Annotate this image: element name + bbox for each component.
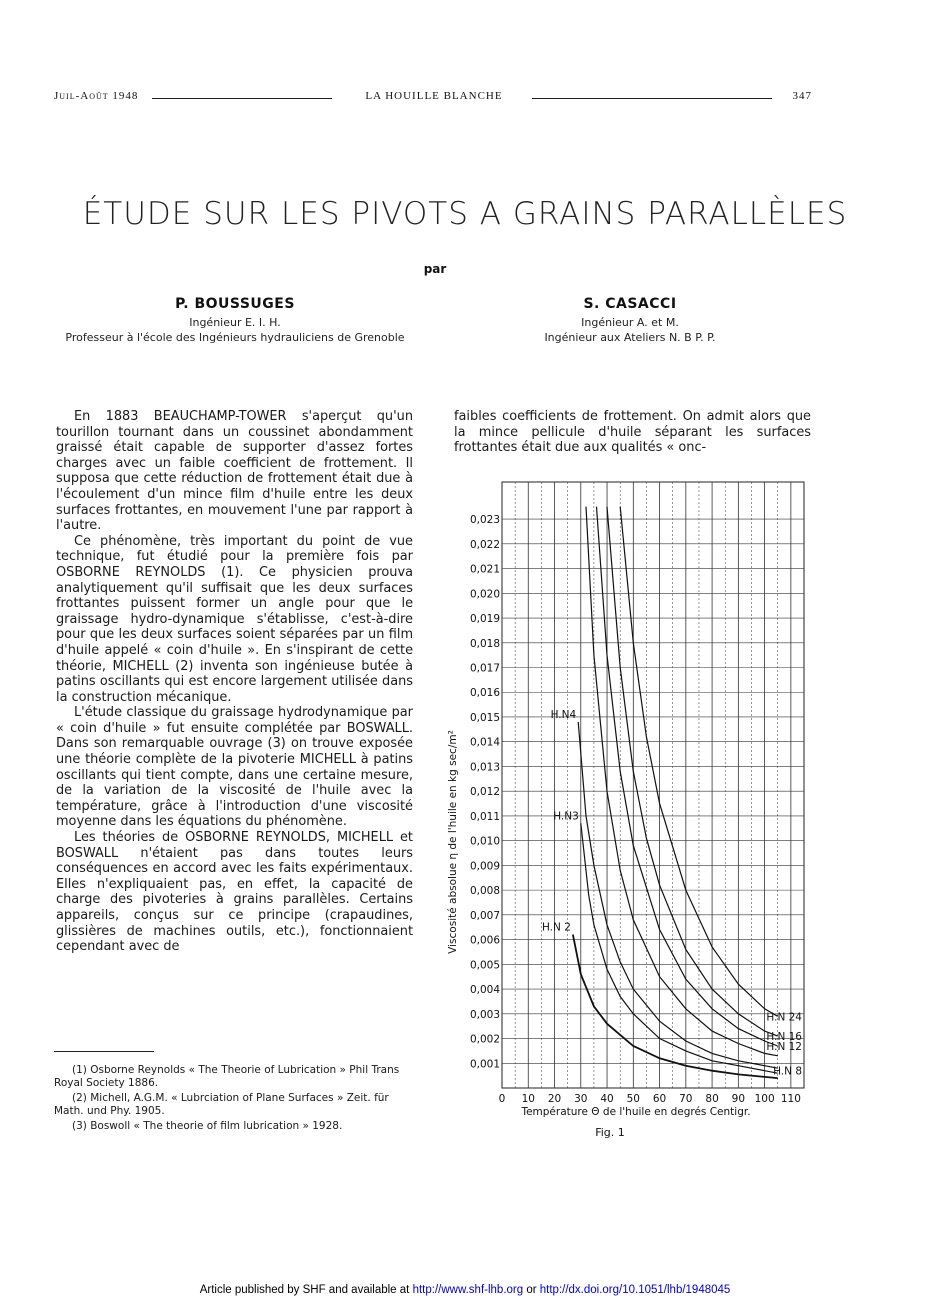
y-tick-label: 0,018 — [469, 637, 500, 650]
y-axis-label: Viscosité absolue η de l'huile en kg sec/m² — [447, 730, 459, 954]
y-tick-label: 0,001 — [469, 1058, 500, 1071]
x-tick-labels — [499, 1093, 801, 1105]
y-tick-label: 0,022 — [469, 538, 500, 551]
viscosity-chart — [440, 470, 820, 1150]
figure-caption: Fig. 1 — [595, 1126, 625, 1139]
y-tick-label: 0,008 — [469, 885, 500, 898]
x-tick-label: 90 — [731, 1093, 746, 1105]
y-tick-label: 0,013 — [469, 761, 500, 774]
author-2-affiliation: Ingénieur aux Ateliers N. B P. P. — [544, 331, 716, 344]
x-tick-label: 60 — [652, 1093, 667, 1105]
y-tick-label: 0,019 — [469, 613, 500, 626]
author-2-name: S. CASACCI — [583, 296, 677, 312]
y-tick-label: 0,015 — [469, 711, 500, 724]
author-1-title: Ingénieur E. I. H. — [189, 316, 281, 329]
y-tick-label: 0,002 — [469, 1033, 500, 1046]
x-tick-label: 70 — [679, 1093, 693, 1105]
x-tick-label: 110 — [780, 1093, 801, 1105]
series-line — [586, 507, 778, 1056]
x-tick-label: 80 — [705, 1093, 719, 1105]
paragraph: Ce phénomène, très important du point de vue technique, fut étudié pour la première fois par OSBORNE REYNOLDS (1). Ce physicien prouva analytiquement qu'il suffisait que les deux surfaces frottantes puissent former un angle pour que le graissage hydro-dynamique s'établisse, c'est-à-dire pour que les deux surfaces soient séparées par un film d'huile appelé « coin d'huile ». En s'inspirant de cette théorie, MICHELL (2) inventa son ingénieuse butée à patins oscillants qui est encore largement utilisée dans la construction mécanique. — [56, 533, 413, 705]
x-tick-label: 50 — [626, 1093, 640, 1105]
paragraph: Les théories de OSBORNE REYNOLDS, MICHELL et BOSWALL n'étaient pas dans toutes leurs conséquences en accord avec les faits expérimentaux. Elles n'expliquaient pas, en effet, la capacité de charge des pivoteries à grains parallèles. Certains appareils, conçus sur ce principe (crapaudines, glissières de machines outils, etc.), fonctionnaient cependant avec de — [56, 830, 413, 955]
journal-name: LA HOUILLE BLANCHE — [365, 90, 503, 102]
series-line — [607, 507, 778, 1036]
chart-grid — [502, 482, 804, 1088]
series-line — [597, 507, 778, 1046]
running-header — [54, 90, 812, 108]
y-tick-label: 0,016 — [469, 687, 500, 700]
header-rule-right — [532, 98, 772, 99]
y-tick-label: 0,021 — [469, 563, 500, 576]
x-tick-label: 30 — [574, 1093, 588, 1105]
x-tick-label: 100 — [754, 1093, 775, 1105]
y-tick-label: 0,006 — [469, 934, 500, 947]
author-1-name: P. BOUSSUGES — [175, 296, 295, 312]
author-1-affiliation: Professeur à l'école des Ingénieurs hydrauliciens de Grenoble — [65, 331, 405, 344]
chart-series — [573, 507, 778, 1078]
x-tick-label: 20 — [547, 1093, 562, 1105]
series-label: H.N 16 — [766, 1031, 802, 1044]
y-tick-label: 0,009 — [469, 860, 500, 873]
author-1 — [40, 296, 430, 345]
series-label: H.N 12 — [766, 1040, 802, 1053]
author-2-title: Ingénieur A. et M. — [581, 316, 679, 329]
footnotes — [54, 1064, 414, 1133]
by-line: par — [423, 262, 447, 276]
header-rule-left — [152, 98, 332, 99]
shf-link[interactable]: http://www.shf-lhb.org — [412, 1284, 524, 1296]
series-label: H.N 24 — [766, 1011, 802, 1024]
y-tick-label: 0,004 — [469, 984, 500, 997]
page-number: 347 — [792, 90, 812, 102]
y-tick-labels — [470, 514, 500, 1070]
series-label: H.N 8 — [773, 1065, 802, 1078]
footnote-3: (3) Boswoll « The theorie of film lubrication » 1928. — [72, 1120, 343, 1132]
y-tick-label: 0,020 — [469, 588, 500, 601]
paragraph: L'étude classique du graissage hydrodynamique par « coin d'huile » fut ensuite complétée par BOSWALL. Dans son remarquable ouvrage (3) on trouve exposée une théorie complète de la pivoterie MICHELL à patins oscillants qui tient compte, dans une certaine mesure, de la variation de la viscosité de l'huile avec la température, grâce à l'introduction d'une viscosité moyenne dans les équations du phénomène. — [56, 705, 413, 830]
doi-link[interactable]: http://dx.doi.org/10.1051/lhb/1948045 — [539, 1284, 731, 1296]
x-tick-label: 0 — [498, 1093, 506, 1105]
series-label: H.N4 — [550, 708, 577, 721]
y-tick-label: 0,012 — [469, 786, 500, 799]
y-tick-label: 0,003 — [469, 1008, 500, 1021]
y-tick-label: 0,017 — [469, 662, 500, 675]
article-title: ÉTUDE SUR LES PIVOTS A GRAINS PARALLÈLES — [82, 196, 848, 232]
plot-frame — [502, 482, 804, 1088]
x-axis-label: Température Θ de l'huile en degrés Centigr. — [521, 1106, 751, 1118]
series-label: H.N3 — [553, 810, 579, 823]
y-tick-label: 0,005 — [469, 959, 500, 972]
y-tick-label: 0,023 — [469, 514, 500, 527]
footnote-rule — [54, 1051, 154, 1052]
header-date: Juil-Août 1948 — [54, 90, 139, 102]
publisher-footer: Article published by SHF and available at http://www.shf-lhb.org or http://dx.doi.org/10.1051/lhb/1948045 — [199, 1284, 731, 1296]
body-right-column — [454, 409, 811, 456]
y-tick-label: 0,010 — [469, 835, 500, 848]
y-tick-label: 0,014 — [469, 736, 500, 749]
paragraph: faibles coefficients de frottement. On admit alors que la mince pellicule d'huile séparant les surfaces frottantes était due aux qualités « onc- — [454, 409, 811, 456]
author-2 — [470, 296, 790, 345]
x-tick-label: 40 — [600, 1093, 614, 1105]
x-tick-label: 10 — [521, 1093, 535, 1105]
y-tick-label: 0,007 — [469, 909, 500, 922]
series-label: H.N 2 — [541, 921, 571, 934]
paragraph: En 1883 BEAUCHAMP-TOWER s'aperçut qu'un tourillon tournant dans un coussinet abondamment graissé était capable de supporter d'assez fortes charges avec un faible coefficient de frottement. Il supposa que cette réduction de frottement était due à l'écoulement d'un mince film d'huile entre les deux surfaces frottantes, en mouvement l'une par rapport à l'autre. — [56, 409, 413, 534]
footnote-1: (1) Osborne Reynolds « The Theorie of Lubrication » Phil Trans Royal Society 1886. — [54, 1064, 400, 1089]
series-line — [578, 722, 778, 1068]
body-left-column — [56, 409, 413, 955]
y-tick-label: 0,011 — [469, 810, 500, 823]
footnote-2: (2) Michell, A.G.M. « Lubrciation of Plane Surfaces » Zeit. für Math. und Phy. 1905. — [54, 1092, 389, 1117]
